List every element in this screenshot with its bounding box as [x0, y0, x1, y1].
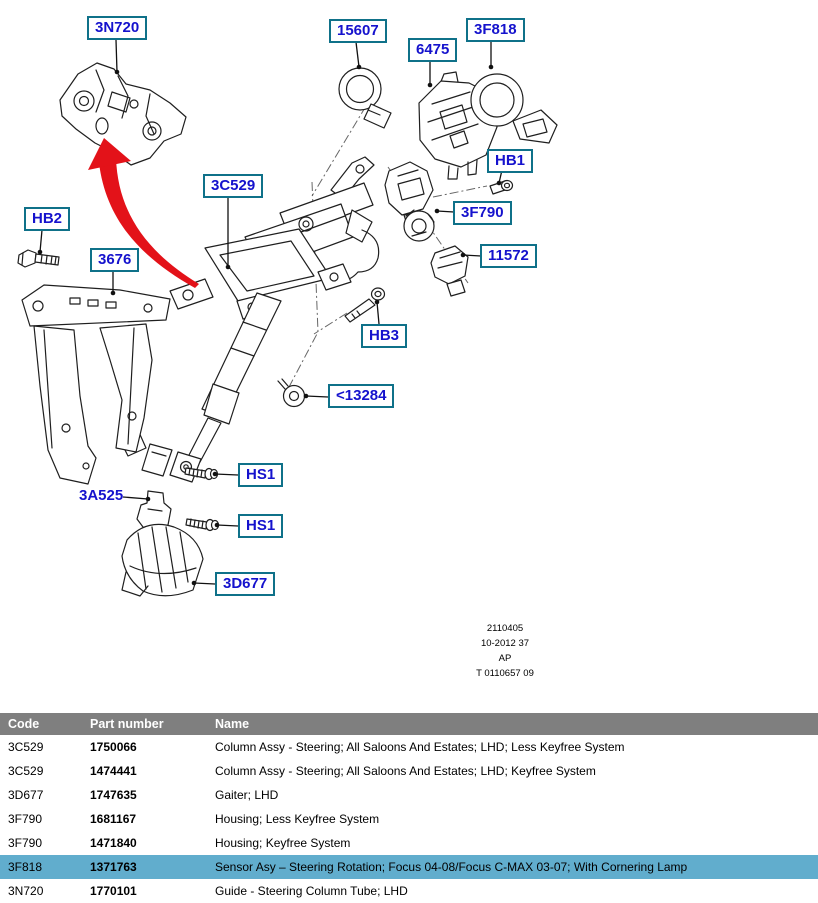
col-header-part-number: Part number: [90, 713, 215, 735]
part-row-3C529-1474441[interactable]: [0, 759, 818, 783]
cell-code: 3C529: [0, 759, 90, 783]
callout-HB3[interactable]: HB3: [361, 324, 407, 348]
stamp-line: T 0110657 09: [476, 668, 534, 679]
cell-code: 3F790: [0, 831, 90, 855]
callout-3676[interactable]: 3676: [90, 248, 139, 272]
cell-code: 3D677: [0, 783, 90, 807]
cell-name: Housing; Less Keyfree System: [215, 807, 818, 831]
callout-3F790[interactable]: 3F790: [453, 201, 512, 225]
col-header-name: Name: [215, 713, 818, 735]
cell-name: Column Assy - Steering; All Saloons And Estates; LHD; Less Keyfree System: [215, 735, 818, 759]
callout-6475[interactable]: 6475: [408, 38, 457, 62]
cell-name: Guide - Steering Column Tube; LHD: [215, 879, 818, 903]
part-row-3F790-1471840[interactable]: [0, 831, 818, 855]
drawing-stamp: [440, 621, 570, 681]
callout-13284[interactable]: <13284: [328, 384, 394, 408]
cell-part-number: 1681167: [90, 807, 215, 831]
part-row-3D677-1747635[interactable]: [0, 783, 818, 807]
cell-part-number: 1474441: [90, 759, 215, 783]
cell-name: Sensor Asy – Steering Rotation; Focus 04-08/Focus C-MAX 03-07; With Cornering Lamp: [215, 855, 818, 879]
callout-HS1[interactable]: HS1: [238, 463, 283, 487]
part-gaiter-3d677: [122, 524, 203, 596]
stamp-line: 2110405: [486, 623, 524, 634]
part-housing-3f790: [385, 162, 434, 241]
part-guide-3n720: [60, 63, 186, 165]
cell-code: 3N720: [0, 879, 90, 903]
callout-15607[interactable]: 15607: [329, 19, 387, 43]
cell-part-number: 1371763: [90, 855, 215, 879]
part-row-3F818-1371763[interactable]: [0, 855, 818, 879]
callout-3C529[interactable]: 3C529: [203, 174, 263, 198]
cell-part-number: 1770101: [90, 879, 215, 903]
cell-part-number: 1471840: [90, 831, 215, 855]
callout-3D677[interactable]: 3D677: [215, 572, 275, 596]
part-ring-15607: [339, 68, 391, 128]
table-header-row: [0, 713, 818, 735]
cell-code: 3F818: [0, 855, 90, 879]
cell-part-number: 1750066: [90, 735, 215, 759]
cell-name: Housing; Keyfree System: [215, 831, 818, 855]
col-header-code: Code: [0, 713, 90, 735]
callout-HS1-lower[interactable]: HS1: [238, 514, 283, 538]
stamp-line: AP: [498, 653, 512, 664]
cell-code: 3F790: [0, 807, 90, 831]
part-row-3F790-1681167[interactable]: [0, 807, 818, 831]
callout-3N720[interactable]: 3N720: [87, 16, 147, 40]
part-row-3C529-1750066[interactable]: [0, 735, 818, 759]
cell-name: Gaiter; LHD: [215, 783, 818, 807]
callout-HB2[interactable]: HB2: [24, 207, 70, 231]
callout-HB1[interactable]: HB1: [487, 149, 533, 173]
cell-part-number: 1747635: [90, 783, 215, 807]
parts-table: [0, 713, 818, 903]
stamp-line: 10-2012 37: [480, 638, 530, 649]
callout-3F818[interactable]: 3F818: [466, 18, 525, 42]
label-3A525[interactable]: 3A525: [79, 487, 124, 504]
part-row-3N720-1770101[interactable]: [0, 879, 818, 903]
parts-table-section: [0, 713, 818, 903]
cell-code: 3C529: [0, 735, 90, 759]
part-screw-hs1-lower: [186, 519, 219, 531]
cell-name: Column Assy - Steering; All Saloons And Estates; LHD; Keyfree System: [215, 759, 818, 783]
callout-11572[interactable]: 11572: [480, 244, 537, 268]
